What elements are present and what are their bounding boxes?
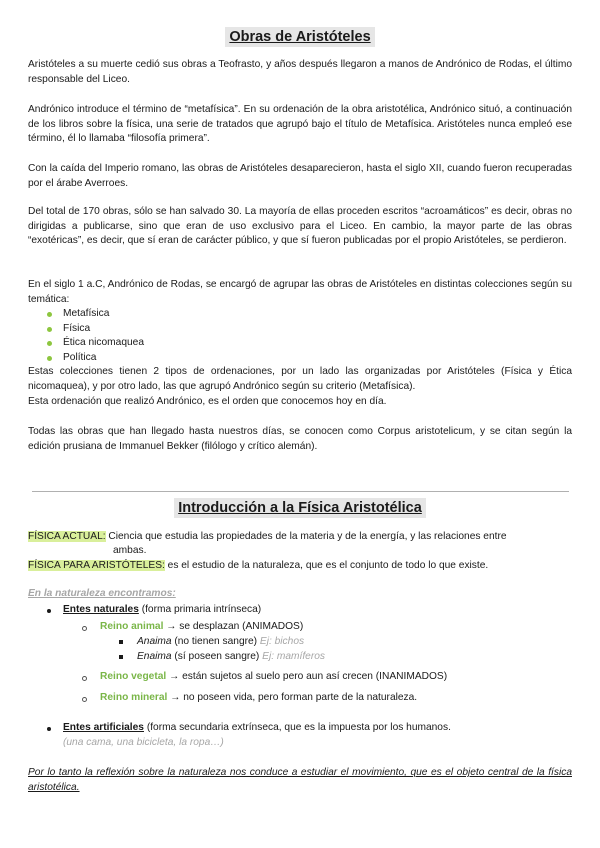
section-divider xyxy=(32,491,569,492)
definition-term: FÍSICA ACTUAL: xyxy=(28,531,106,542)
bullet-circle-icon xyxy=(82,697,87,702)
definition-continuation: ambas. xyxy=(113,545,147,556)
bullet-square-icon xyxy=(119,640,123,644)
list-item-reino-animal: Reino animal → se desplazan (ANIMADOS) xyxy=(100,621,304,632)
list-item-entes-artificiales: Entes artificiales (forma secundaria extrínseca, que es la impuesta por los humanos. xyxy=(63,722,451,733)
list-item: Política xyxy=(28,351,572,366)
bullet-dot-icon xyxy=(47,727,51,731)
definition-term: FÍSICA PARA ARISTÓTELES: xyxy=(28,560,165,571)
section-title-obras: Obras de Aristóteles xyxy=(225,27,374,47)
bullet-square-icon xyxy=(119,655,123,659)
list-item: Física xyxy=(28,322,572,337)
list-item-entes-naturales: Entes naturales (forma primaria intrínseca) xyxy=(63,604,262,615)
list-item: Ética nicomaquea xyxy=(28,336,572,351)
bullet-dot-icon xyxy=(47,327,52,332)
bullet-dot-icon xyxy=(47,356,52,361)
paragraph-colecciones: En el siglo 1 a.C, Andrónico de Rodas, se encargó de agrupar las obras de Aristóteles en distintas colecciones según su temática: xyxy=(28,279,572,305)
list-item: Metafísica xyxy=(28,307,572,322)
list-item-reino-vegetal: Reino vegetal → están sujetos al suelo pero aun así crecen (INANIMADOS) xyxy=(100,671,448,682)
section-title-wrap xyxy=(0,27,600,47)
conclusion-paragraph: Por lo tanto la reflexión sobre la naturaleza nos conduce a estudiar el movimiento, que es el objeto central de la física aristotélica. xyxy=(28,767,572,793)
bullet-dot-icon xyxy=(47,609,51,613)
bullet-circle-icon xyxy=(82,626,87,631)
collections-list xyxy=(28,307,572,365)
paragraph-obras-salvadas: Del total de 170 obras, sólo se han salvado 30. La mayoría de ellas proceden escritos “acroamáticos” es decir, obras no dirigidas a publicarse, sino que eran de uso exclusivo para el Liceo. En cambio, la mayor parte de las obras “exotéricas”, es decir, que sí eran de carácter público, y que sí fueron publicadas por el propio Aristóteles, se perdieron. xyxy=(28,206,572,246)
artificiales-examples: (una cama, una bicicleta, la ropa…) xyxy=(63,737,224,748)
paragraph-teofrasto: Aristóteles a su muerte cedió sus obras a Teofrasto, y años después llegaron a manos de Andrónico de Rodas, el último responsable del Liceo. xyxy=(28,59,572,85)
list-item-enaima: Enaima (sí poseen sangre) Ej: mamíferos xyxy=(137,651,325,662)
list-item-reino-mineral: Reino mineral → no poseen vida, pero forman parte de la naturaleza. xyxy=(100,692,418,703)
paragraph-averroes: Con la caída del Imperio romano, las obras de Aristóteles desaparecieron, hasta el siglo XII, cuando fueron recuperadas por el árabe Averroes. xyxy=(28,163,572,189)
section-title-fisica: Introducción a la Física Aristotélica xyxy=(174,498,426,518)
bullet-circle-icon xyxy=(82,676,87,681)
list-item-anaima: Anaima (no tienen sangre) Ej: bichos xyxy=(137,636,305,647)
nature-heading: En la naturaleza encontramos: xyxy=(28,588,176,599)
paragraph-orden-actual: Esta ordenación que realizó Andrónico, es el orden que conocemos hoy en día. xyxy=(28,396,387,407)
paragraph-corpus: Todas las obras que han llegado hasta nuestros días, se conocen como Corpus aristotelicum, y se citan según la edición prusiana de Immanuel Bekker (filólogo y crítico alemán). xyxy=(28,426,572,452)
section-title-wrap xyxy=(0,498,600,518)
bullet-dot-icon xyxy=(47,312,52,317)
paragraph-metafisica: Andrónico introduce el término de “metafísica”. En su ordenación de la obra aristotélica, Andrónico situó, a continuación de los libros sobre la física, una serie de tratados que agrupó bajo el título de Metafísica. Aristóteles nunca empleó ese término, él lo llamaba “filosofía primera”. xyxy=(28,104,572,144)
definition-fisica-actual: FÍSICA ACTUAL: Ciencia que estudia las propiedades de la materia y de la energía, y las relaciones entre xyxy=(28,531,507,542)
definition-fisica-aristoteles: FÍSICA PARA ARISTÓTELES: es el estudio de la naturaleza, que es el conjunto de todo lo que existe. xyxy=(28,560,489,571)
bullet-dot-icon xyxy=(47,341,52,346)
paragraph-ordenaciones: Estas colecciones tienen 2 tipos de ordenaciones, por un lado las organizadas por Aristóteles (Física y Ética nicomaquea), y por otro lado, las que agrupó Andrónico según su criterio (Metafísica). xyxy=(28,366,572,392)
